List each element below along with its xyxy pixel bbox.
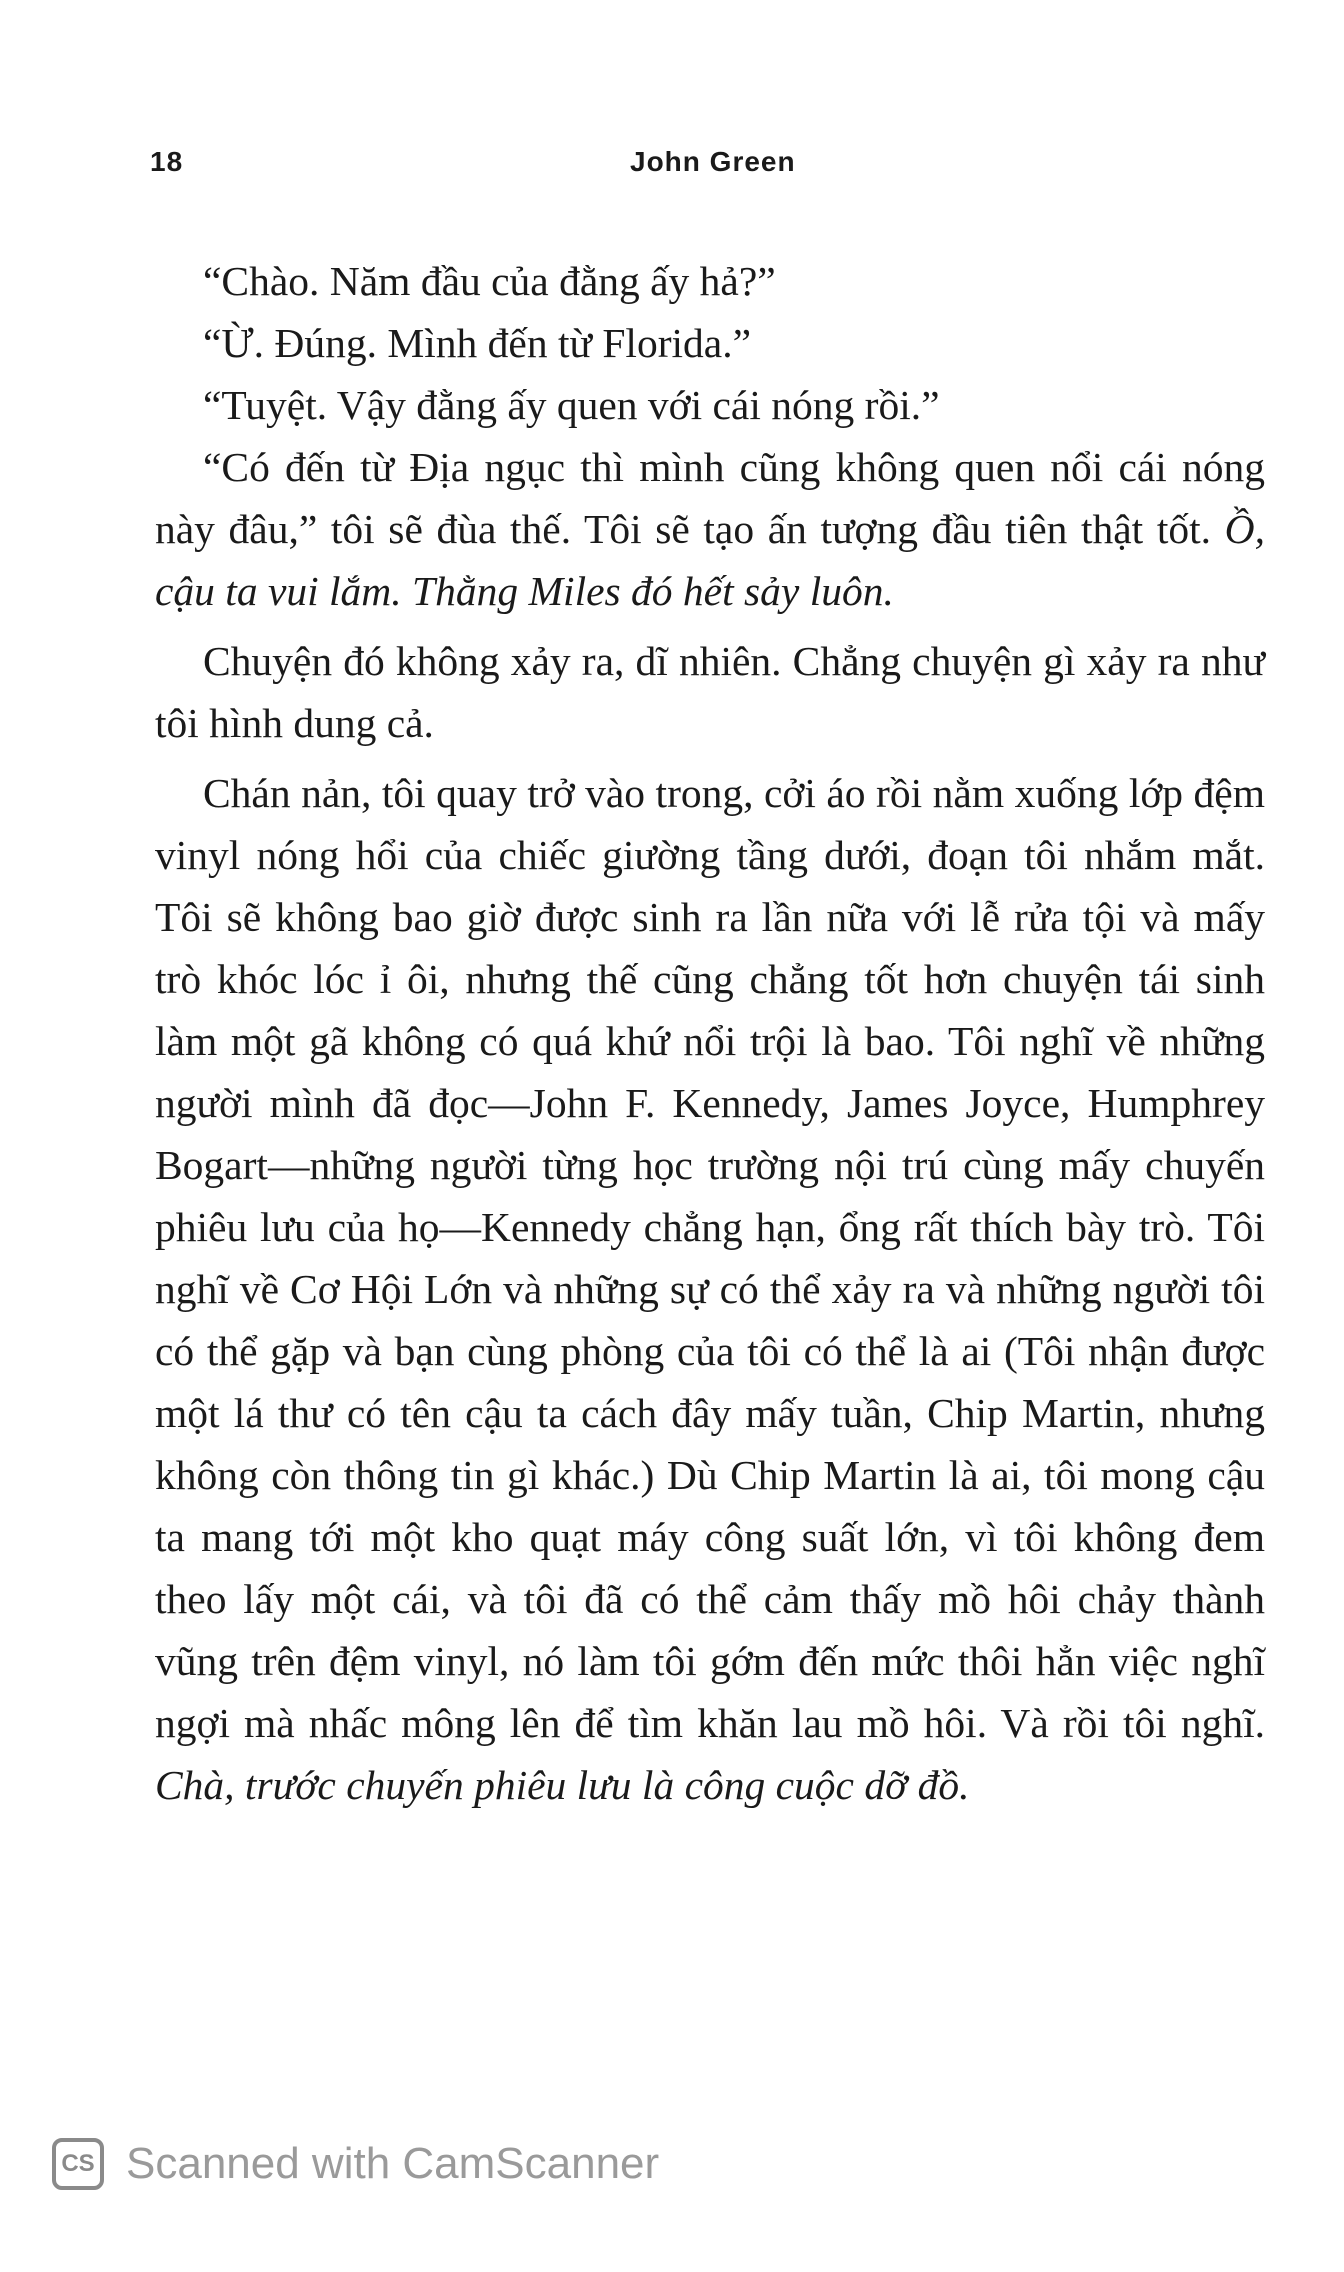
paragraph-dialogue-2: “Ừ. Đúng. Mình đến từ Florida.” <box>203 320 752 366</box>
watermark-text: Scanned with CamScanner <box>126 2139 660 2188</box>
running-head-author: John Green <box>630 146 796 177</box>
paragraph-dialogue-3: “Tuyệt. Vậy đằng ấy quen với cái nóng rồi.” <box>203 382 940 428</box>
paragraph-dialogue-4-italic: Ồ, cậu ta vui lắm. Thằng Miles đó hết sảy luôn. <box>155 506 1265 614</box>
paragraph-dialogue-4 <box>155 436 1265 622</box>
paragraph-narration-2-text: Chán nản, tôi quay trở vào trong, cởi áo rồi nằm xuống lớp đệm vinyl nóng hổi của chiếc giường tầng dưới, đoạn tôi nhắm mắt. Tôi sẽ không bao giờ được sinh ra lần nữa với lễ rửa tội và mấy trò khóc lóc ỉ ôi, nhưng thế cũng chẳng tốt hơn chuyện tái sinh làm một gã không có quá khứ nổi trội là bao. Tôi nghĩ về những người mình đã đọc—John F. Kennedy, James Joyce, Humphrey Bogart—những người từng học trường nội trú cùng mấy chuyến phiêu lưu của họ—Kennedy chẳng hạn, ổng rất thích bày trò. Tôi nghĩ về Cơ Hội Lớn và những sự có thể xảy ra và những người tôi có thể gặp và bạn cùng phòng của tôi có thể là ai (Tôi nhận được một lá thư có tên cậu ta cách đây mấy tuần, Chip Martin, nhưng không còn thông tin gì khác.) Dù Chip Martin là ai, tôi mong cậu ta mang tới một kho quạt máy công suất lớn, vì tôi không đem theo lấy một cái, và tôi đã có thể cảm thấy mồ hôi chảy thành vũng trên đệm vinyl, nó làm tôi gớm đến mức thôi hẳn việc nghĩ ngợi mà nhấc mông lên để tìm khăn lau mồ hôi. Và rồi tôi nghĩ. <box>155 770 1265 1746</box>
paragraph-dialogue-1: “Chào. Năm đầu của đằng ấy hả?” <box>203 258 776 304</box>
camscanner-logo-icon: CS <box>52 2138 104 2190</box>
paragraph-narration-2 <box>155 762 1265 1816</box>
paragraph-narration-2-italic: Chà, trước chuyến phiêu lưu là công cuộc dỡ đồ. <box>155 1762 970 1808</box>
body-text <box>155 250 1265 1816</box>
camscanner-watermark <box>52 2132 659 2196</box>
paragraph-dialogue-4-text: “Có đến từ Địa ngục thì mình cũng không quen nổi cái nóng này đâu,” tôi sẽ đùa thế. Tôi sẽ tạo ấn tượng đầu tiên thật tốt. <box>155 444 1265 552</box>
paragraph-narration-1: Chuyện đó không xảy ra, dĩ nhiên. Chẳng chuyện gì xảy ra như tôi hình dung cả. <box>155 638 1265 746</box>
page-header <box>150 146 1280 186</box>
page-number: 18 <box>150 146 184 177</box>
